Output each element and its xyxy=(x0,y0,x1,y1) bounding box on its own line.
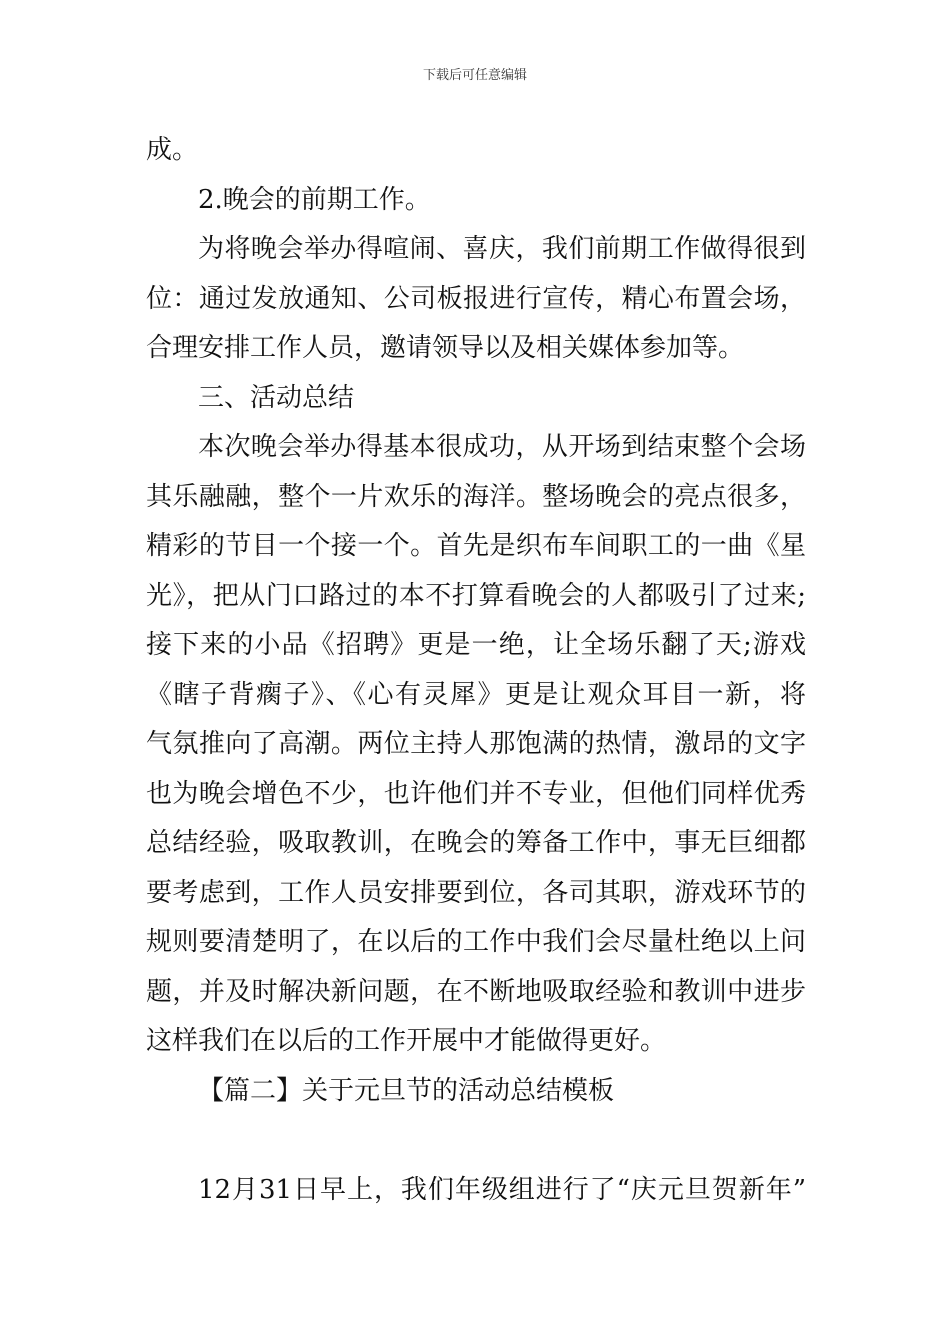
text-line: 《瞎子背瘸子》、《心有灵犀》更是让观众耳目一新，将 xyxy=(146,679,806,710)
text-line: 精彩的节目一个接一个。首先是织布车间职工的一曲《星 xyxy=(146,531,806,561)
text-line: 要考虑到，工作人员安排要到位，各司其职，游戏环节的 xyxy=(146,877,806,908)
text-line: 光》，把从门口路过的本不打算看晚会的人都吸引了过来; xyxy=(146,580,806,611)
page-header-note: 下载后可任意编辑 xyxy=(422,68,527,83)
text-line: 为将晚会举办得喧闹、喜庆，我们前期工作做得很到 xyxy=(198,234,806,264)
text-line: 气氛推向了高潮。两位主持人那饱满的热情，激昂的文字 xyxy=(146,729,806,759)
article-title: 【篇二】关于元旦节的活动总结模板 xyxy=(198,1075,615,1106)
text-line: 接下来的小品《招聘》更是一绝，让全场乐翻了天;游戏 xyxy=(146,630,806,660)
document-body xyxy=(146,126,806,1215)
section-heading: 三、活动总结 xyxy=(198,382,355,413)
text-line: 其乐融融，整个一片欢乐的海洋。整场晚会的亮点很多， xyxy=(146,481,806,512)
text-line: 规则要清楚明了，在以后的工作中我们会尽量杜绝以上问 xyxy=(146,927,806,957)
text-line: 合理安排工作人员，邀请领导以及相关媒体参加等。 xyxy=(146,333,745,363)
blank-line xyxy=(146,1116,806,1166)
text-line: 这样我们在以后的工作开展中才能做得更好。 xyxy=(146,1026,667,1056)
text-line: 题，并及时解决新问题，在不断地吸取经验和教训中进步 xyxy=(146,976,806,1007)
text-line: 位：通过发放通知、公司板报进行宣传，精心布置会场， xyxy=(146,283,806,314)
text-line: 总结经验，吸取教训，在晚会的筹备工作中，事无巨细都 xyxy=(146,828,806,858)
section-subheading: 2.晚会的前期工作。 xyxy=(198,184,431,215)
text-line: 12月31日早上，我们年级组进行了“庆元旦贺新年” xyxy=(198,1174,806,1205)
text-line: 成。 xyxy=(146,135,199,165)
text-line: 也为晚会增色不少，也许他们并不专业，但他们同样优秀 xyxy=(146,778,806,809)
text-line: 本次晚会举办得基本很成功，从开场到结束整个会场 xyxy=(198,432,806,462)
